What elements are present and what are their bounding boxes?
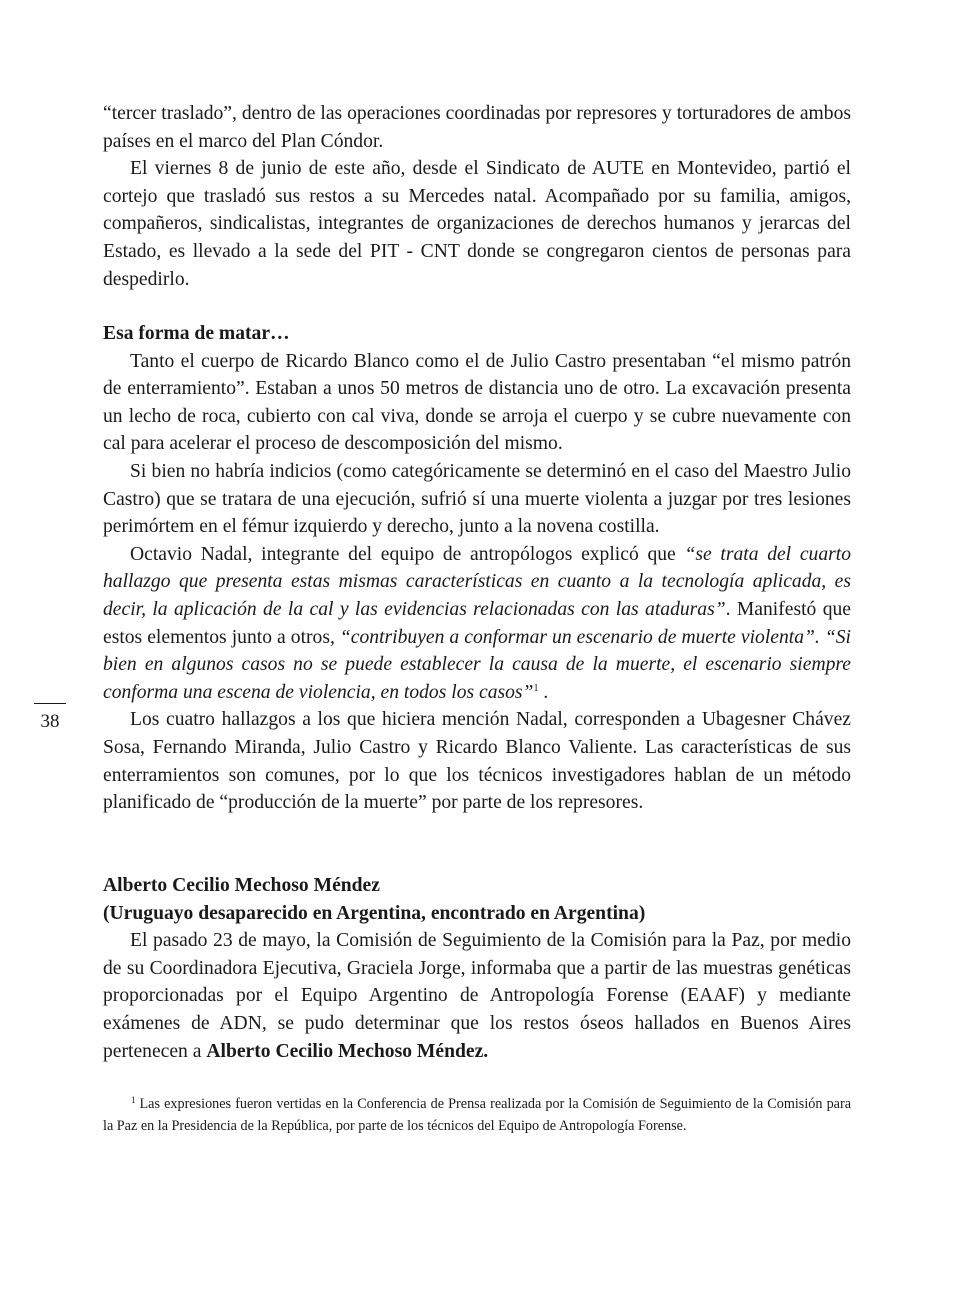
section-esa-forma-de-matar (103, 320, 851, 817)
page-number-rule (34, 703, 66, 704)
paragraph-comision-seguimiento (103, 927, 851, 1065)
footnote-mark: 1 (131, 1095, 136, 1105)
section-heading: Esa forma de matar… (103, 323, 290, 344)
section-subheading: (Uruguayo desaparecido en Argentina, encontrado en Argentina) (103, 902, 646, 924)
nadal-intro-text: Octavio Nadal, integrante del equipo de antropólogos explicó que (130, 543, 685, 565)
paragraph-cortejo: El viernes 8 de junio de este año, desde el Sindicato de AUTE en Montevideo, partió el cortejo que trasladó sus restos a su Mercedes natal. Acompañado por su familia, amigos, compañeros, sindicalistas, integrantes de organizaciones de derechos humanos y jerarcas del Estado, es llevado a la sede del PIT - CNT donde se congregaron cientos de personas para despedirlo. (103, 158, 851, 290)
nadal-quote-2: “contribuyen a conformar un escenario de muerte violenta”. “Si bien en algunos casos no se puede establecer la causa de la muerte, el escenario siempre conforma una escena de violencia, en todos los casos” (103, 626, 851, 703)
section-mechoso-mendez (103, 872, 851, 1065)
intro-text-block (103, 100, 851, 293)
nadal-end-text: . (538, 681, 549, 703)
nadal-quote-1: “se trata del cuarto hallazgo que presenta estas mismas características en cuanto a la tecnología aplicada, es decir, la aplicación de la cal y las evidencias relacionadas con las ataduras” (103, 543, 851, 620)
paragraph-octavio-nadal (103, 541, 851, 707)
section-heading-name: Alberto Cecilio Mechoso Méndez (103, 875, 380, 896)
footnote-text: Las expresiones fueron vertidas en la Conferencia de Prensa realizada por la Comisión de Seguimiento de la Comisión para la Paz en la Presidencia de la República, por parte de los técnicos del Equipo de Antropología Forense. (103, 1096, 851, 1134)
page-number: 38 (40, 711, 60, 732)
paragraph-tercer-traslado: “tercer traslado”, dentro de las operaciones coordinadas por represores y torturadores de ambos países en el marco del Plan Cóndor. (103, 103, 851, 152)
comision-text: El pasado 23 de mayo, la Comisión de Seguimiento de la Comisión para la Paz, por medio de su Coordinadora Ejecutiva, Graciela Jorge, informaba que a partir de las muestras genéticas proporcionadas por el Equipo Argentino de Antropología Forense (EAAF) y mediante exámenes de ADN, se pudo determinar que los restos óseos hallados en Buenos Aires pertenecen a (103, 930, 851, 1062)
nadal-middle-text: . Manifestó que estos elementos junto a otros, (103, 598, 851, 648)
paragraph-patron-enterramiento: Tanto el cuerpo de Ricardo Blanco como el de Julio Castro presentaban “el mismo patrón de enterramiento”. Estaban a unos 50 metros de distancia uno de otro. La excavación presenta un lecho de roca, cubierto con cal viva, donde se arroja el cuerpo y se cubre nuevamente con cal para acelerar el proceso de descomposición del mismo. (103, 350, 851, 455)
paragraph-cuatro-hallazgos: Los cuatro hallazgos a los que hiciera mención Nadal, corresponden a Ubagesner Chávez Sosa, Fernando Miranda, Julio Castro y Ricardo Blanco Valiente. Las características de sus enterramientos son comunes, por lo que los técnicos investigadores hablan de un método planificado de “producción de la muerte” por parte de los represores. (103, 709, 851, 814)
paragraph-muerte-violenta: Si bien no habría indicios (como categóricamente se determinó en el caso del Maestro Julio Castro) que se tratara de una ejecución, sufrió sí una muerte violenta a juzgar por tres lesiones perimórtem en el fémur izquierdo y derecho, junto a la novena costilla. (103, 460, 851, 538)
footnote-reference: 1 (533, 682, 539, 694)
mechoso-name-bold: Alberto Cecilio Mechoso Méndez. (206, 1040, 489, 1062)
footnote (103, 1093, 851, 1137)
